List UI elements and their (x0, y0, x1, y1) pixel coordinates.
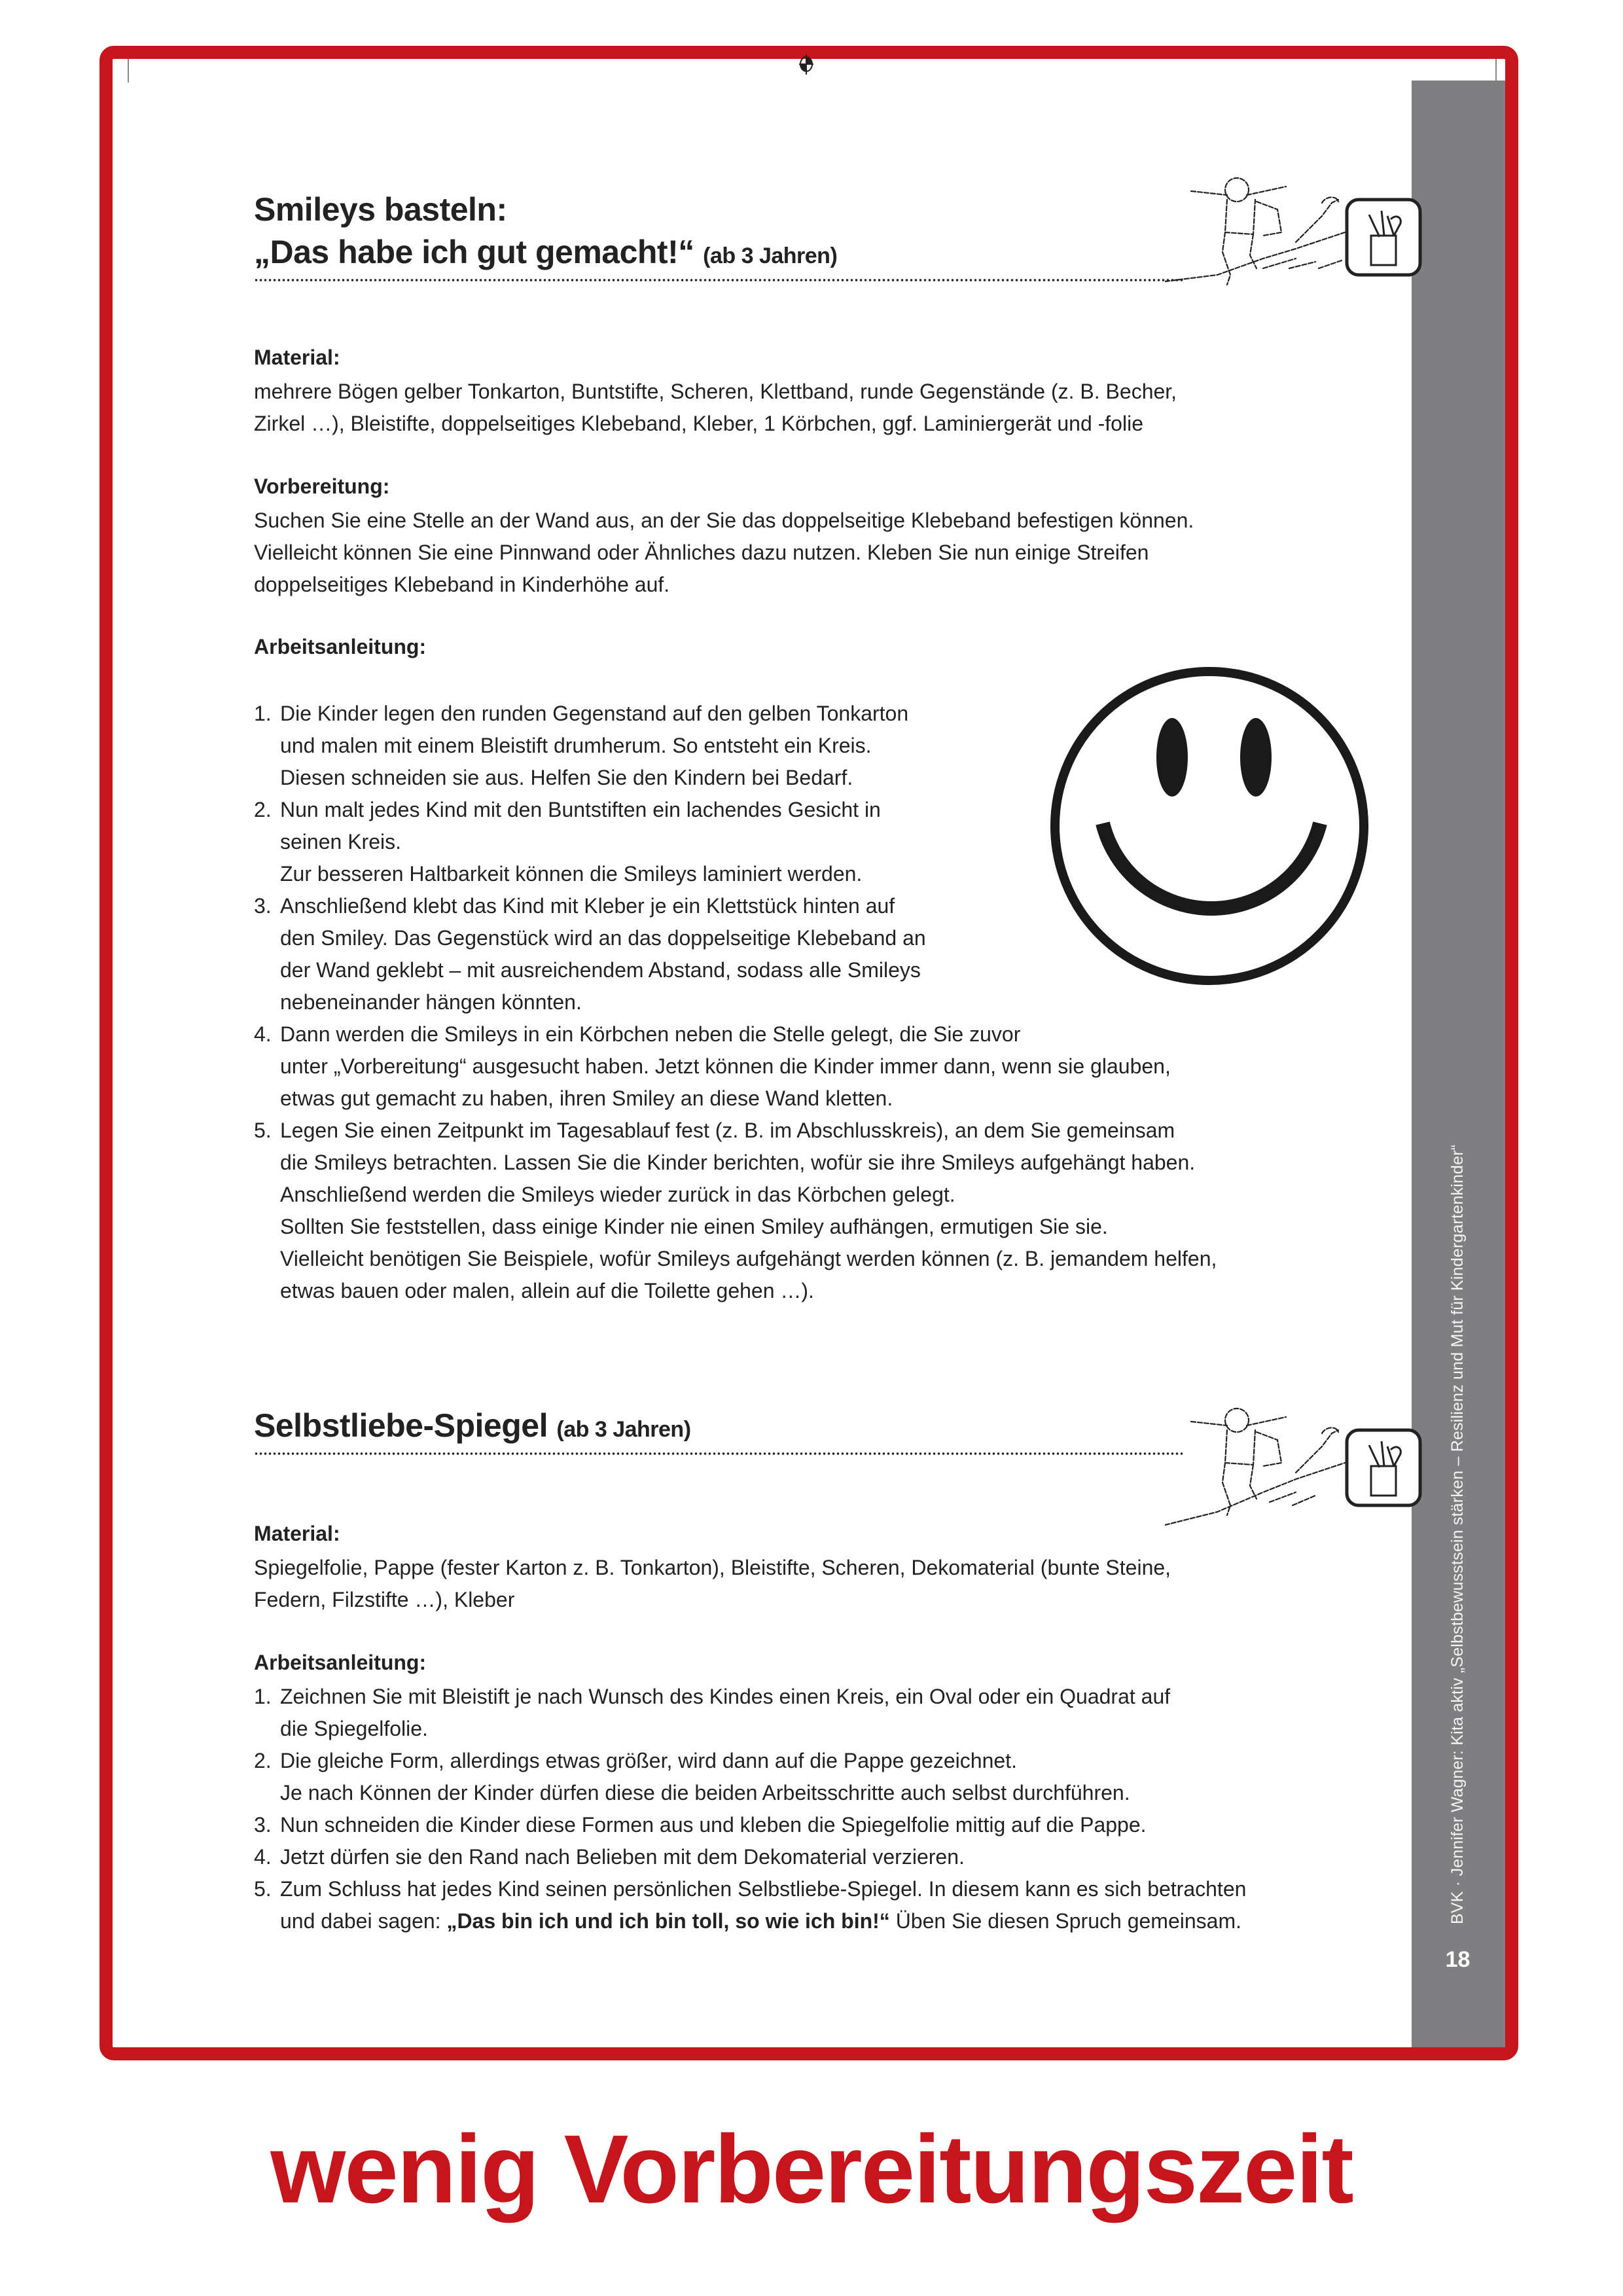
text-segment: und dabei sagen: (280, 1909, 447, 1933)
text-line: Federn, Filzstifte …), Kleber (254, 1588, 515, 1611)
section2-steps-list (254, 1681, 1246, 1937)
text-line: Anschließend klebt das Kind mit Kleber je ein Klettstück hinten auf (280, 894, 895, 918)
step-number: 1. (254, 1685, 272, 1708)
step-number: 5. (254, 1119, 272, 1142)
section2-age: (ab 3 Jahren) (556, 1417, 691, 1442)
list-item (254, 1681, 1246, 1745)
list-item (254, 1745, 1246, 1809)
section2-title (254, 1406, 691, 1449)
text-line: Dann werden die Smileys in ein Körbchen neben die Stelle gelegt, die Sie zuvor (280, 1022, 1021, 1046)
section1-preparation-text (254, 505, 1194, 601)
section1-dotted-rule (254, 278, 1183, 282)
text-line: nebeneinander hängen könnten. (280, 990, 582, 1014)
step-number: 3. (254, 1813, 272, 1837)
tagline: wenig Vorbereitungszeit (270, 2115, 1353, 2223)
text-line: die Smileys betrachten. Lassen Sie die Kinder berichten, wofür sie ihre Smileys aufgehängt haben. (280, 1151, 1196, 1174)
crop-mark (1495, 59, 1497, 82)
text-line: etwas gut gemacht zu haben, ihren Smiley an diese Wand kletten. (280, 1086, 893, 1110)
text-line: Zum Schluss hat jedes Kind seinen persönlichen Selbstliebe-Spiegel. In diesem kann es sich betrachten (280, 1877, 1247, 1901)
text-line: Zirkel …), Bleistifte, doppelseitiges Klebeband, Kleber, 1 Körbchen, ggf. Laminiergerät und -folie (254, 412, 1143, 435)
step-number: 2. (254, 1749, 272, 1772)
child-running-illustration (1165, 164, 1427, 308)
list-item (254, 1841, 1246, 1873)
step-number: 3. (254, 894, 272, 918)
text-line: doppelseitiges Klebeband in Kinderhöhe auf. (254, 573, 670, 596)
text-line: mehrere Bögen gelber Tonkarton, Buntstifte, Scheren, Klettband, runde Gegenstände (z. B. Becher, (254, 380, 1177, 403)
text-line: und malen mit einem Bleistift drumherum. So entsteht ein Kreis. (280, 734, 872, 757)
text-line: Suchen Sie eine Stelle an der Wand aus, an der Sie das doppelseitige Klebeband befestigen können. (254, 509, 1194, 532)
text-line: Legen Sie einen Zeitpunkt im Tagesablauf fest (z. B. im Abschlusskreis), an dem Sie gemeinsam (280, 1119, 1175, 1142)
section2-material-label: Material: (254, 1522, 340, 1545)
text-line: Zeichnen Sie mit Bleistift je nach Wunsch des Kindes einen Kreis, ein Oval oder ein Quadrat auf (280, 1685, 1171, 1708)
list-item (254, 1873, 1246, 1937)
section2-instructions-label: Arbeitsanleitung: (254, 1651, 427, 1674)
section1-age: (ab 3 Jahren) (703, 243, 838, 268)
motto-quote: „Das bin ich und ich bin toll, so wie ich bin!“ (446, 1909, 890, 1933)
step-number: 4. (254, 1845, 272, 1869)
text-line: Spiegelfolie, Pappe (fester Karton z. B. Tonkarton), Bleistifte, Scheren, Dekomaterial (bunte Steine, (254, 1556, 1171, 1579)
text-line: der Wand geklebt – mit ausreichendem Abstand, sodass alle Smileys (280, 958, 921, 982)
crop-mark (128, 59, 129, 82)
text-line (254, 1905, 1246, 1937)
text-line: Diesen schneiden sie aus. Helfen Sie den Kindern bei Bedarf. (280, 766, 853, 789)
step-number: 1. (254, 702, 272, 725)
section1-title-line2 (254, 232, 837, 276)
sidebar-publication-info: BVK · Jennifer Wagner: Kita aktiv „Selbstbewusstsein stärken – Resilienz und Mut für Kindergartenkinder“ (1448, 1144, 1467, 1924)
list-item (254, 1018, 1217, 1115)
text-line: Die gleiche Form, allerdings etwas größer, wird dann auf die Pappe gezeichnet. (280, 1749, 1017, 1772)
text-line: Nun malt jedes Kind mit den Buntstiften ein lachendes Gesicht in (280, 798, 881, 821)
page-number: 18 (1445, 1947, 1471, 1972)
text-line: Die Kinder legen den runden Gegenstand auf den gelben Tonkarton (280, 702, 909, 725)
section2-dotted-rule (254, 1452, 1183, 1456)
text-line: Vielleicht benötigen Sie Beispiele, wofür Smileys aufgehängt werden können (z. B. jemandem helfen, (280, 1247, 1217, 1270)
text-segment: Üben Sie diesen Spruch gemeinsam. (889, 1909, 1241, 1933)
text-line: unter „Vorbereitung“ ausgesucht haben. Jetzt können die Kinder immer dann, wenn sie glauben, (280, 1054, 1171, 1078)
section1-preparation-label: Vorbereitung: (254, 475, 390, 498)
step-number: 4. (254, 1022, 272, 1046)
text-line: Sollten Sie feststellen, dass einige Kinder nie einen Smiley aufhängen, ermutigen Sie sie. (280, 1215, 1108, 1238)
section1-instructions-label: Arbeitsanleitung: (254, 635, 427, 658)
section1-material-label: Material: (254, 346, 340, 369)
list-item (254, 1809, 1246, 1841)
text-line: den Smiley. Das Gegenstück wird an das doppelseitige Klebeband an (280, 926, 926, 950)
step-number: 5. (254, 1877, 272, 1901)
section1-title-quote: „Das habe ich gut gemacht!“ (254, 234, 694, 270)
registration-mark-icon (797, 55, 815, 76)
text-line: Vielleicht können Sie eine Pinnwand oder Ähnliches dazu nutzen. Kleben Sie nun einige Streifen (254, 541, 1149, 564)
text-line: Zur besseren Haltbarkeit können die Smileys laminiert werden. (280, 862, 863, 886)
text-line: seinen Kreis. (280, 830, 401, 853)
list-item (254, 1115, 1217, 1307)
text-line: Je nach Können der Kinder dürfen diese die beiden Arbeitsschritte auch selbst durchführen. (280, 1781, 1130, 1804)
smiley-face-icon (1044, 661, 1372, 988)
text-line: die Spiegelfolie. (280, 1717, 428, 1740)
text-line: etwas bauen oder malen, allein auf die Toilette gehen …). (280, 1279, 814, 1302)
text-line: Nun schneiden die Kinder diese Formen aus und kleben die Spiegelfolie mittig auf die Pappe. (280, 1813, 1147, 1837)
text-line: Anschließend werden die Smileys wieder zurück in das Körbchen gelegt. (280, 1183, 955, 1206)
child-running-illustration (1165, 1394, 1427, 1538)
section2-material-text (254, 1552, 1171, 1616)
section1-material-text (254, 376, 1177, 440)
section2-title-text: Selbstliebe-Spiegel (254, 1407, 548, 1444)
step-number: 2. (254, 798, 272, 821)
text-line: Jetzt dürfen sie den Rand nach Belieben mit dem Dekomaterial verzieren. (280, 1845, 965, 1869)
section1-title-line1: Smileys basteln: (254, 191, 507, 228)
